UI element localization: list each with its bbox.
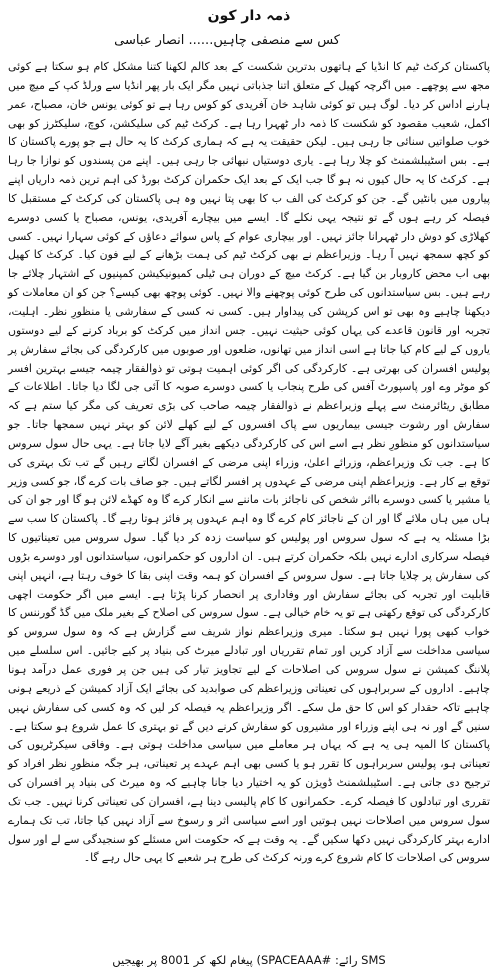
sms-feedback-line: SMS رائے: #SPACEAAA) پیغام لکھ کر 8001 پر بھیجیں bbox=[112, 953, 386, 967]
article-body bbox=[8, 58, 490, 868]
article-text: پاکستان کرکٹ ٹیم کا انڈیا کے ہاتھوں بدترین شکست کے بعد کالم لکھنا کتنا مشکل کام ہو سکتا ہے کوئی مجھ سے پوچھے۔ میں اگرچہ کھیل کے متعلق اتنا جذباتی نہیں مگر ایک بار پھر انڈیا سے ورلڈ کپ کے میچ میں ہارنے اداس کر دیا۔ لوگ ہیں تو کوئی شاہد خان آفریدی کو کوس رہا ہے تو کوئی یونس خان، مصباح، عمر اکمل، شعیب مقصود کو شکست کا ذمہ دار ٹھہرا رہا ہے۔ کرکٹ ٹیم کی سلیکشن، کوچ، سلیکٹرز کو بھی خوب صلواتیں سنائی جا رہی ہیں۔ لیکن حقیقت یہ ہے کہ ہماری کرکٹ کا یہ حال ہے جو پورے پاکستان کا ہے۔ بس اسٹیبلشمنٹ کو چلا رہا ہے۔ یاری دوستیاں نبھائی جا رہی ہیں۔ اپنے من پسندوں کو نوازا جا رہا ہے۔ کرکٹ کا یہ حال کیوں نہ ہو گا جب ایک کے بعد ایک حکمران کرکٹ بورڈ کی اہم ترین ذمہ داریاں اپنے پیاروں میں بانٹیں گے۔ جن کو کرکٹ کی الف ب کا بھی پتا نہیں وہ ہی پاکستان کی کرکٹ کے مستقبل کا فیصلہ کر رہے ہوں گے تو نتیجہ یہی نکلے گا۔ ایسے میں بیچارے آفریدی، یونس، مصباح یا کسی دوسرے کھلاڑی کو دوش دار ٹھہرانا جائز نہیں۔ اور بیچاری عوام کے پاس سوائے دعاؤں کے کوئی سہارا نہیں۔ کسی کو کچھ سمجھ نہیں آ رہا۔ وزیراعظم نے بھی کرکٹ ٹیم کی ہمت بڑھانے کے لیے فون کیا۔ کرکٹ کا کھیل بھی اب محض کاروبار بن گیا ہے۔ کرکٹ میچ کے دوران ہی ٹیلی کمیونیکیشن کمپنیوں کے اشتہار چلائے جا رہے ہیں۔ بس سیاستدانوں کی طرح کوئی پوچھنے والا نہیں۔ کوئی پوچھ بھی کیسے؟ جن کو ان معاملات کو دیکھنا چاہیے وہ بھی تو اس کرپشن کی پیداوار ہیں۔ کسی نہ کسی کے سفارشی یا منظورِ نظر۔ اہلیت، تجربہ اور قانون قاعدے کی یہاں کوئی حیثیت نہیں۔ جس انداز میں کرکٹ کو برباد کرنے کے لیے دوستوں یاروں کے لیے کام کیا جاتا ہے اسی انداز میں تھانوں، ضلعوں اور صوبوں میں کارکردگی کی بجائے سفارش پر پولیس افسران کی بھرتی ہے۔ کارکردگی کی اگر کوئی اہمیت ہوتی تو ذوالفقار چیمہ جیسے بہترین افسر کو موٹر وے اور پاسپورٹ آفس کی طرح پنجاب یا کسی دوسرے صوبہ کا آئی جی لگا دیا جاتا۔ اطلاعات کے مطابق ریٹائرمنٹ سے پہلے وزیراعظم نے ذوالفقار چیمہ صاحب کی بڑی تعریف کی مگر کیا ستم ہے کہ سفارش اور رشوت جیسی بیماریوں سے پاک افسروں کے لیے کھلے لائن کو بہتر نہیں سمجھا جاتا۔ جو سیاستدانوں کو منظورِ نظر ہے اسے اس کی کارکردگی دیکھے بغیر آگے لایا جاتا ہے۔ یہی حال سول سروس کا ہے۔ جب تک وزیراعظم، وزرائے اعلیٰ، وزراء اپنی مرضی کے افسران لگاتے رہیں گے تب تک بہتری کی توقع بے کار ہے۔ وزیراعظم اپنی مرضی کے عہدوں پر افسر لگاتے ہیں۔ جو صاف بات کرے گا، جو کسی وزیر یا مشیر یا کسی دوسرے بااثر شخص کی ناجائز بات ماننے سے انکار کرے گا وہ کھڈے لائن ہو گا اور جو ان کی ہاں میں ہاں ملائے گا اور ان کے ناجائز کام کرے گا وہ اہم عہدوں پر فائز ہوتا رہے گا۔ پاکستان کا سب سے بڑا مسئلہ یہ ہے کہ سول سروس اور پولیس کو سیاست زدہ کر دیا گیا۔ سول سروس میں تعیناتیوں کا فیصلہ سرکاری ادارے نہیں بلکہ حکمران کرتے ہیں۔ ان اداروں کو حکمرانوں، سیاستدانوں اور دوسرے بڑوں کی سفارش پر چلایا جاتا ہے۔ سول سروس کے افسران کو ہمہ وقت اپنی بقا کا خوف رہتا ہے، انہیں اپنی قابلیت اور تجربہ کی بجائے سفارش اور وفاداری پر انحصار کرنا پڑتا ہے۔ ایسے میں اگر حکومت اچھی کارکردگی کی توقع رکھتی ہے تو یہ خام خیالی ہے۔ سول سروس کی اصلاح کے بغیر ملک میں گڈ گورننس کا خواب کبھی پورا نہیں ہو سکتا۔ میری وزیراعظم نواز شریف سے گزارش ہے کہ وہ سول سروس کو سیاسی مداخلت سے آزاد کریں اور تمام تقرریاں اور تبادلے میرٹ کی بنیاد پر کیے جائیں۔ اس سلسلے میں پلاننگ کمیشن نے سول سروس کی اصلاحات کے لیے تجاویز تیار کی ہیں جن پر فوری عمل درآمد ہونا چاہیے۔ اداروں کے سربراہوں کی تعیناتی وزیراعظم کی صوابدید کی بجائے ایک آزاد کمیشن کے ذریعے ہونی چاہیے تاکہ حقدار کو اس کا حق مل سکے۔ اگر وزیراعظم یہ فیصلہ کر لیں کہ وہ کسی کی سفارش نہیں سنیں گے اور نہ ہی اپنے وزراء اور مشیروں کو سفارش کرنے دیں گے تو بہتری کا عمل شروع ہو سکتا ہے۔ پاکستان کا المیہ ہی یہ ہے کہ یہاں ہر معاملے میں سیاسی مداخلت ہوتی ہے۔ وفاقی سیکرٹریوں کی تعیناتی ہو، پولیس سربراہوں کا تقرر ہو یا کسی بھی اہم عہدے پر تعیناتی، ہر جگہ منظورِ نظر افراد کو ترجیح دی جاتی ہے۔ اسٹیبلشمنٹ ڈویژن کو یہ اختیار دیا جانا چاہیے کہ وہ میرٹ کی بنیاد پر افسران کی تقرری اور تبادلوں کا فیصلہ کرے۔ حکمرانوں کا کام پالیسی دینا ہے، افسران کی تعیناتی کرنا نہیں۔ جب تک سول سروس میں اصلاحات نہیں ہوتیں اور اسے سیاسی اثر و رسوخ سے آزاد نہیں کیا جاتا، تب تک ہمارے ادارے بہتر کارکردگی نہیں دکھا سکیں گے۔ یہ وقت ہے کہ حکومت اس مسئلے کو سنجیدگی سے لے اور سول سروس کی اصلاحات کا کام شروع کرے ورنہ کرکٹ کی طرح ہر شعبے کا یہی حال رہے گا۔ bbox=[8, 60, 491, 865]
author-name: انصار عباسی bbox=[114, 33, 185, 48]
column-title: ذمہ دار کون bbox=[207, 8, 291, 24]
column-subtitle: کس سے منصفی چاہیں...... bbox=[188, 33, 340, 48]
byline bbox=[8, 32, 490, 52]
